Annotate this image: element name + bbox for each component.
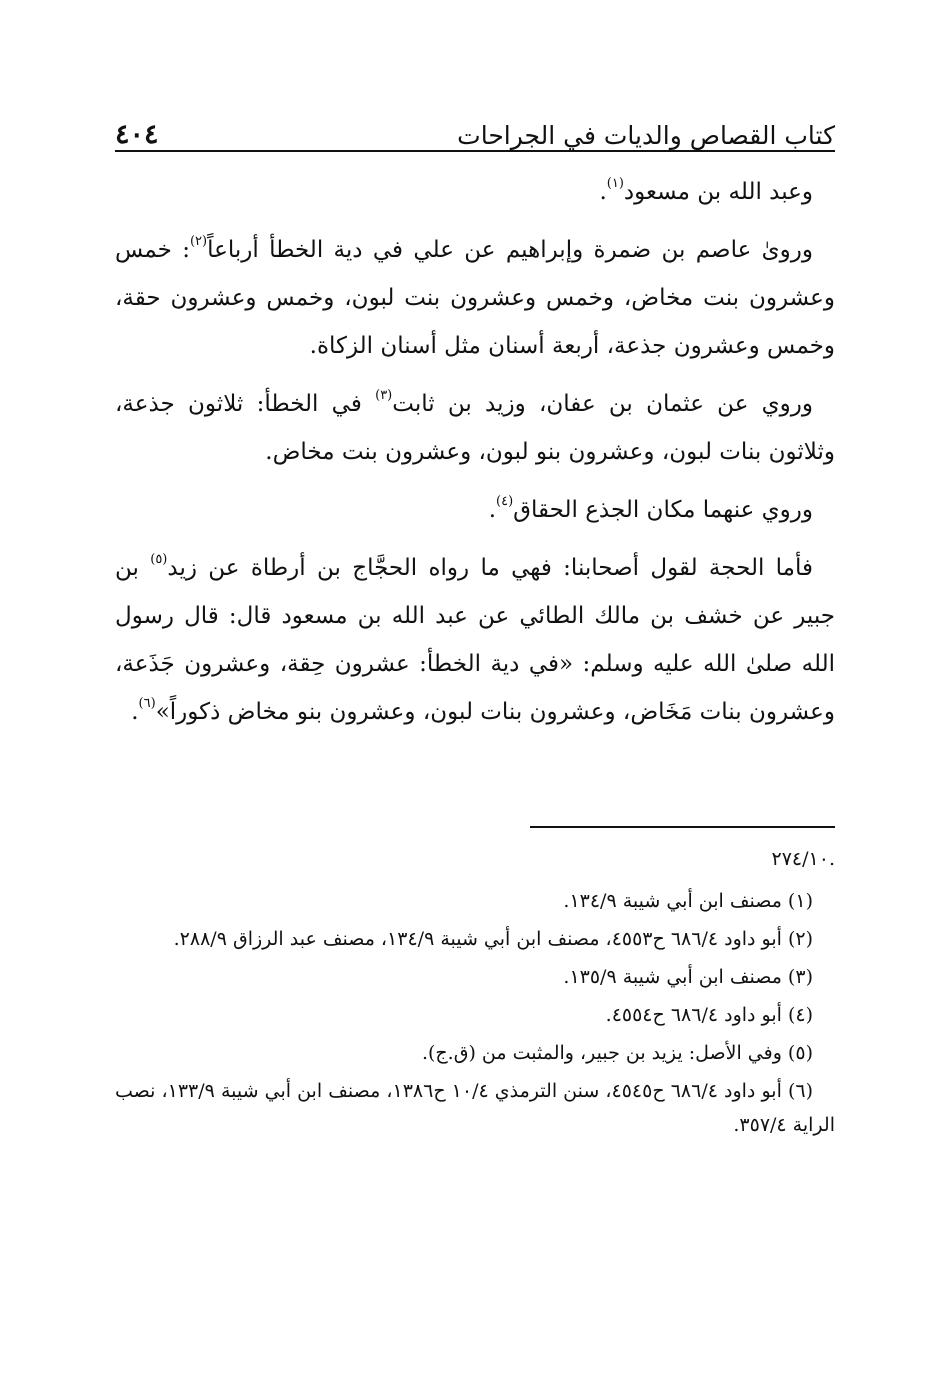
footnote-ref: (٤) xyxy=(496,494,514,509)
paragraph-text: وروي عنهما مكان الجذع الحقاق xyxy=(513,497,813,523)
footnote-separator xyxy=(530,826,835,828)
paragraph-text: فأما الحجة لقول أصحابنا: فهي ما رواه الحجَّاج بن أرطاة عن زيد xyxy=(167,555,813,581)
paragraph-2 xyxy=(115,226,835,370)
footnote-carryover: .٢٧٤/١٠ xyxy=(771,848,835,870)
footnote-item: (٢) أبو داود ٦٨٦/٤ ح٤٥٥٣، مصنف ابن أبي شيبة ١٣٤/٩، مصنف عبد الرزاق ٢٨٨/٩. xyxy=(173,928,813,950)
footnote-item: (٥) وفي الأصل: يزيد بن جبير، والمثبت من (ق.ج). xyxy=(421,1042,813,1064)
paragraph-text: وروي عن عثمان بن عفان، وزيد بن ثابت xyxy=(392,391,813,417)
paragraph-text: ورویٰ عاصم بن ضمرة وإبراهيم عن علي في دية الخطأ أرباعاً xyxy=(207,237,813,263)
footnote-item: (١) مصنف ابن أبي شيبة ١٣٤/٩. xyxy=(563,890,813,912)
footnote-ref: (٥) xyxy=(150,552,168,567)
book-page xyxy=(115,0,835,1381)
main-text xyxy=(115,168,835,746)
paragraph-text: : خمس وعشرون بنت مخاض، وخمس وعشرون بنت لبون، وخمس وعشرون حقة، وخمس وعشرون جذعة، أربعة أسنان مثل أسنان الزكاة. xyxy=(115,237,835,359)
footnote-item: (٤) أبو داود ٦٨٦/٤ ح٤٥٥٤. xyxy=(605,1004,813,1026)
footnotes xyxy=(115,842,835,1146)
footnote-item: (٦) أبو داود ٦٨٦/٤ ح٤٥٤٥، سنن الترمذي ١٠/٤ ح١٣٨٦، مصنف ابن أبي شيبة ١٣٣/٩، نصب الراية ٣٥٧/٤. xyxy=(115,1080,835,1136)
footnote-ref: (١) xyxy=(606,176,624,191)
footnote-ref: (٦) xyxy=(138,696,156,711)
paragraph-text: في الخطأ: ثلاثون جذعة، وثلاثون بنات لبون، وعشرون بنو لبون، وعشرون بنت مخاض. xyxy=(115,391,835,465)
paragraph-text: بن جبير عن خشف بن مالك الطائي عن عبد الله بن مسعود قال: قال رسول الله صلىٰ الله عليه وسلم: «في دية الخطأ: عشرون حِقة، وعشرون جَذَعة، وعشرون بنات مَخَاض، وعشرون بنات لبون، وعشرون بنو مخاض ذكوراً» xyxy=(115,555,835,725)
paragraph-text: . xyxy=(488,497,497,523)
paragraph-3 xyxy=(115,380,835,476)
paragraph-text: وعبد الله بن مسعود xyxy=(623,179,813,205)
paragraph-text: . xyxy=(599,179,607,205)
header-title: كتاب القصاص والديات في الجراحات xyxy=(457,121,835,150)
paragraph-text: . xyxy=(131,699,139,725)
footnote-item: (٣) مصنف ابن أبي شيبة ١٣٥/٩. xyxy=(563,966,813,988)
paragraph-5 xyxy=(115,544,835,736)
running-header xyxy=(115,108,835,148)
paragraph-4 xyxy=(115,486,835,534)
footnote-ref: (٣) xyxy=(375,388,393,403)
paragraph-1 xyxy=(115,168,835,216)
header-rule xyxy=(115,150,835,152)
footnote-ref: (٢) xyxy=(189,234,208,249)
page-number: ٤٠٤ xyxy=(115,119,159,150)
